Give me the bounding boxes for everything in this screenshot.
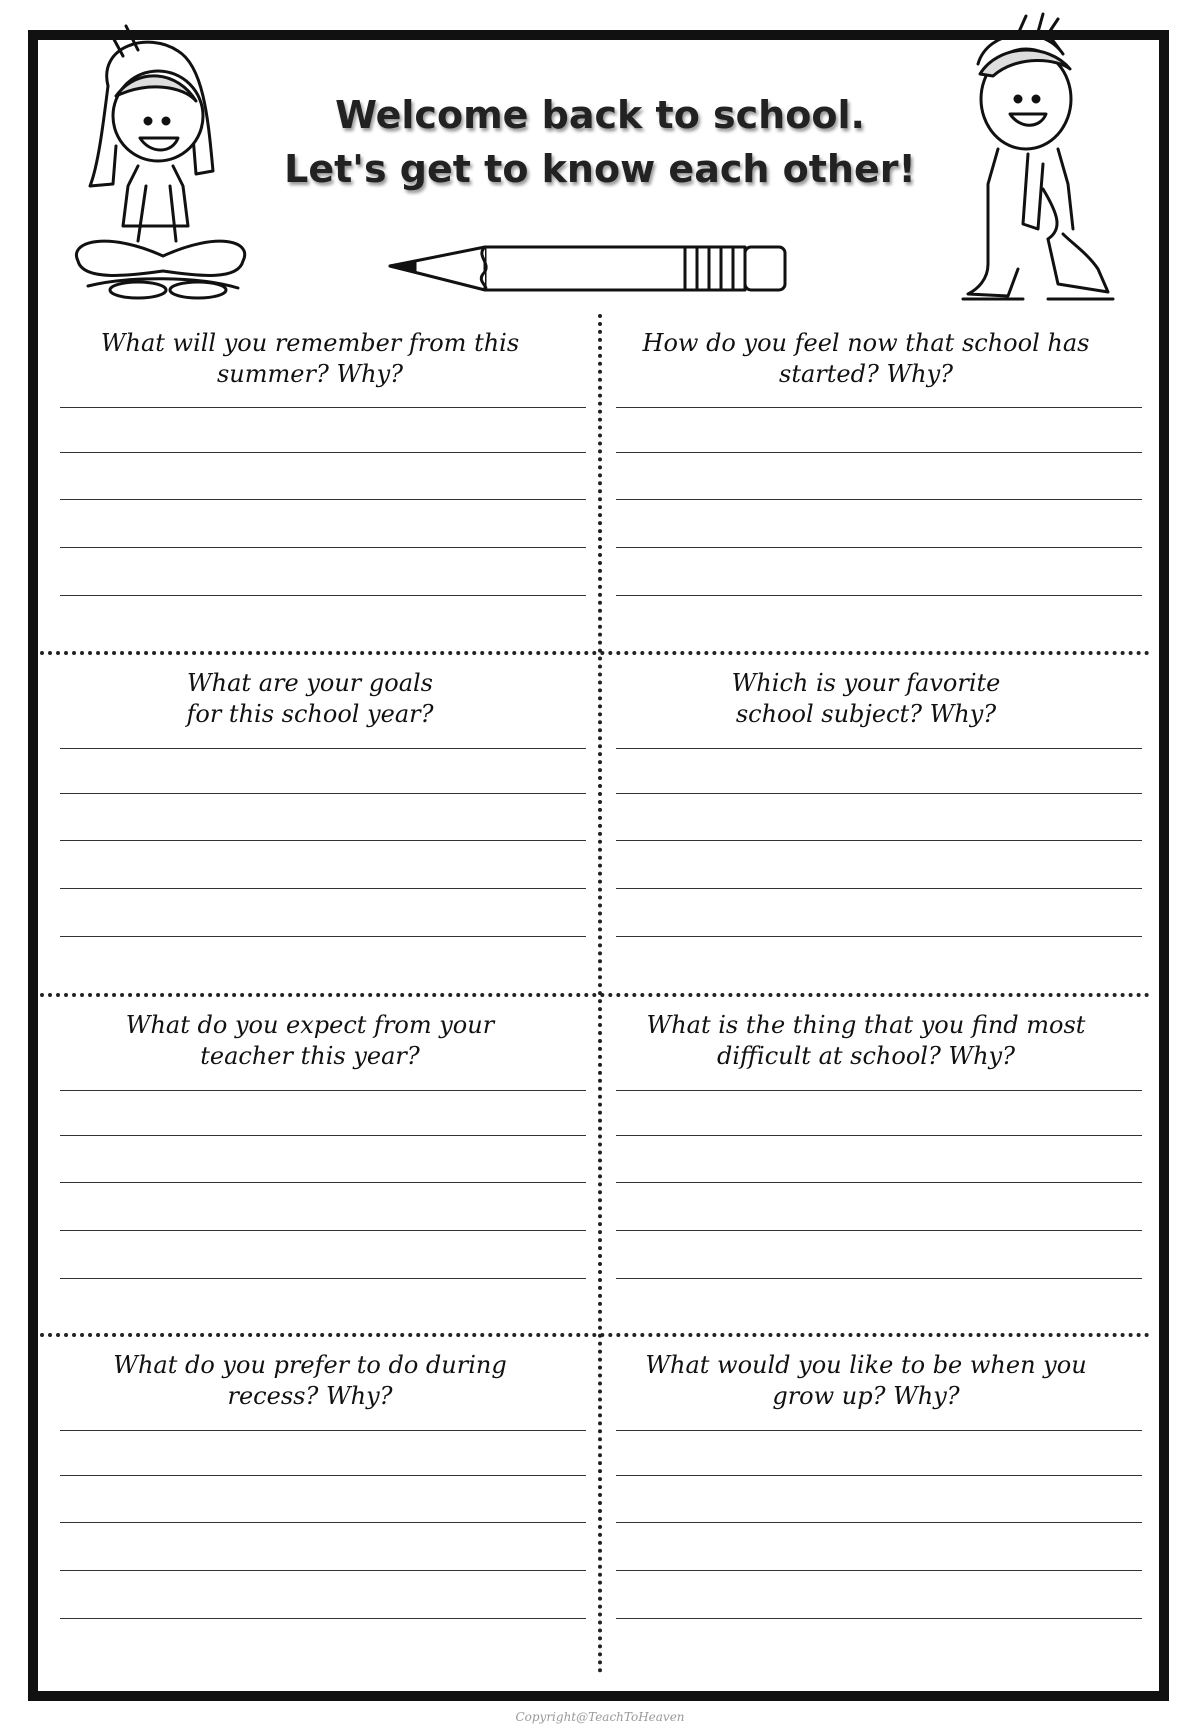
answer-line[interactable] [60, 452, 586, 453]
answer-line[interactable] [60, 748, 586, 749]
answer-line[interactable] [616, 793, 1142, 794]
answer-line[interactable] [60, 547, 586, 548]
answer-line[interactable] [60, 1618, 586, 1619]
answer-line[interactable] [60, 1230, 586, 1231]
answer-line[interactable] [616, 1570, 1142, 1571]
question-line: What will you remember from this [100, 329, 520, 357]
answer-line[interactable] [616, 748, 1142, 749]
question-line: How do you feel now that school has [642, 329, 1090, 357]
question-line: What do you expect from your [125, 1011, 495, 1039]
answer-line[interactable] [60, 1430, 586, 1431]
copyright-text: Copyright@TeachToHeaven [515, 1710, 685, 1724]
question-cell [40, 652, 570, 972]
answer-line[interactable] [60, 1090, 586, 1091]
question-line: difficult at school? Why? [717, 1042, 1015, 1070]
answer-line[interactable] [60, 1182, 586, 1183]
girl-illustration [68, 26, 248, 306]
answer-line[interactable] [60, 1135, 586, 1136]
answer-line[interactable] [60, 595, 586, 596]
answer-line[interactable] [616, 595, 1142, 596]
question-cell [596, 994, 1126, 1314]
answer-line[interactable] [616, 499, 1142, 500]
question-line: started? Why? [779, 360, 953, 388]
question-cell [40, 1334, 570, 1654]
question-text [60, 328, 560, 398]
answer-line[interactable] [616, 936, 1142, 937]
answer-line[interactable] [60, 407, 586, 408]
question-line: What do you prefer to do during [113, 1351, 507, 1379]
worksheet-title [240, 88, 960, 196]
question-line: teacher this year? [200, 1042, 420, 1070]
question-cell [596, 1334, 1126, 1654]
answer-line[interactable] [616, 1522, 1142, 1523]
answer-line[interactable] [60, 1522, 586, 1523]
question-line: for this school year? [186, 700, 434, 728]
answer-line[interactable] [616, 452, 1142, 453]
answer-line[interactable] [616, 407, 1142, 408]
answer-line[interactable] [60, 1570, 586, 1571]
question-cell [596, 652, 1126, 972]
answer-line[interactable] [60, 888, 586, 889]
question-text [60, 668, 560, 738]
question-line: Which is your favorite [731, 669, 1001, 697]
answer-line[interactable] [60, 1278, 586, 1279]
answer-line[interactable] [60, 499, 586, 500]
question-text [616, 1010, 1116, 1080]
answer-line[interactable] [60, 793, 586, 794]
question-line: recess? Why? [227, 1382, 393, 1410]
question-text [60, 1350, 560, 1420]
answer-line[interactable] [616, 888, 1142, 889]
answer-line[interactable] [60, 936, 586, 937]
answer-line[interactable] [616, 1278, 1142, 1279]
answer-line[interactable] [616, 547, 1142, 548]
answer-line[interactable] [60, 1475, 586, 1476]
answer-line[interactable] [616, 1618, 1142, 1619]
boy-illustration [948, 14, 1128, 314]
title-line-1: Welcome back to school. [335, 93, 865, 137]
answer-line[interactable] [616, 1430, 1142, 1431]
answer-line[interactable] [616, 1182, 1142, 1183]
question-line: grow up? Why? [772, 1382, 960, 1410]
question-text [60, 1010, 560, 1080]
answer-line[interactable] [60, 840, 586, 841]
answer-line[interactable] [616, 1230, 1142, 1231]
question-text [616, 1350, 1116, 1420]
answer-line[interactable] [616, 1090, 1142, 1091]
question-text [616, 668, 1116, 738]
answer-line[interactable] [616, 840, 1142, 841]
answer-line[interactable] [616, 1135, 1142, 1136]
question-cell [596, 312, 1126, 632]
question-cell [40, 994, 570, 1314]
answer-line[interactable] [616, 1475, 1142, 1476]
question-line: summer? Why? [216, 360, 403, 388]
question-line: What are your goals [187, 669, 433, 697]
question-line: school subject? Why? [735, 700, 997, 728]
question-cell [40, 312, 570, 632]
question-line: What is the thing that you find most [646, 1011, 1086, 1039]
question-line: What would you like to be when you [645, 1351, 1087, 1379]
pencil-illustration [385, 244, 805, 294]
question-text [616, 328, 1116, 398]
title-line-2: Let's get to know each other! [284, 147, 916, 191]
